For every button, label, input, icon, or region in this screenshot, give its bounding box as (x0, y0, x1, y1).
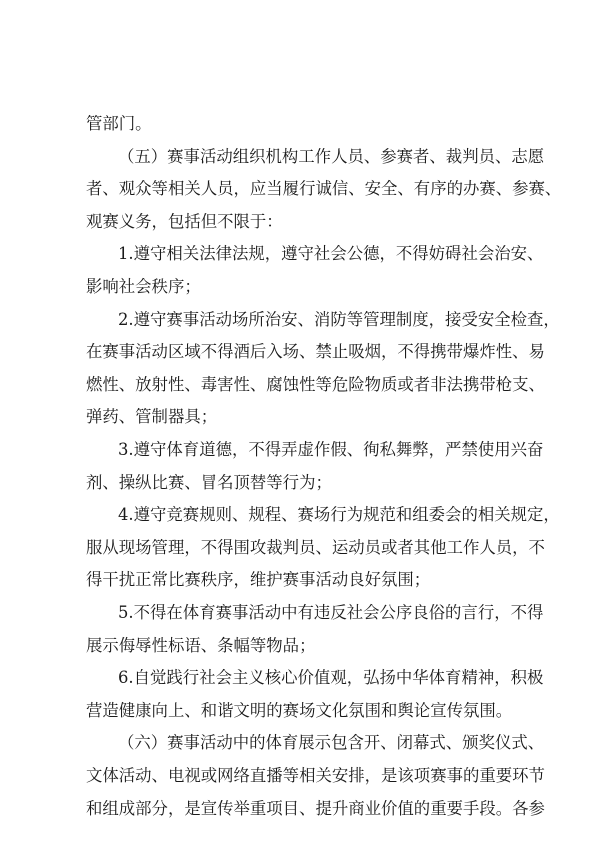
text-line: 影响社会秩序； (86, 277, 201, 296)
text-line: （六）赛事活动中的体育展示包含开、闭幕式、颁奖仪式、 (118, 733, 545, 753)
text-line: （五）赛事活动组织机构工作人员、参赛者、裁判员、志愿 (118, 146, 545, 166)
text-line: 得干扰正常比赛秩序，维护赛事活动良好氛围； (86, 570, 431, 590)
text-line: 管部门。 (86, 114, 152, 133)
text-line: 3.遵守体育道德，不得弄虚作假、徇私舞弊，严禁使用兴奋 (118, 440, 544, 459)
text-line: 2.遵守赛事活动场所治安、消防等管理制度，接受安全检查， (118, 309, 560, 329)
text-line: 5.不得在体育赛事活动中有违反社会公序良俗的言行，不得 (118, 603, 544, 622)
text-line: 剂、操纵比赛、冒名顶替等行为； (86, 472, 332, 492)
text-line: 4.遵守竞赛规则、规程、赛场行为规范和组委会的相关规定， (118, 505, 560, 525)
text-line: 弹药、管制器具； (86, 407, 218, 427)
text-line: 文体活动、电视或网络直播等相关安排，是该项赛事的重要环节 (86, 766, 545, 785)
text-line: 观赛义务，包括但不限于： (86, 211, 283, 231)
text-line: 营造健康向上、和谐文明的赛场文化氛围和舆论宣传氛围。 (86, 700, 513, 720)
text-line: 服从现场管理，不得围攻裁判员、运动员或者其他工作人员，不 (86, 537, 545, 557)
text-line: 和组成部分，是宣传举重项目、提升商业价值的重要手段。各参 (86, 798, 545, 818)
text-line: 展示侮辱性标语、条幅等物品； (86, 635, 316, 655)
text-line: 1.遵守相关法律法规，遵守社会公德，不得妨碍社会治安、 (118, 244, 544, 264)
text-line: 在赛事活动区域不得酒后入场、禁止吸烟，不得携带爆炸性、易 (86, 342, 545, 362)
text-line: 6.自觉践行社会主义核心价值观，弘扬中华体育精神，积极 (118, 668, 544, 688)
text-line: 者、观众等相关人员，应当履行诚信、安全、有序的办赛、参赛、 (86, 179, 562, 199)
text-line: 燃性、放射性、毒害性、腐蚀性等危险物质或者非法携带枪支、 (86, 374, 545, 394)
